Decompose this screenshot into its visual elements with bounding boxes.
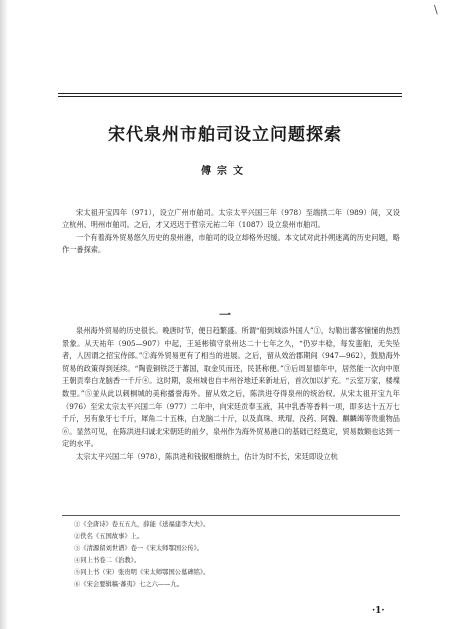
top-rule [58, 93, 402, 94]
page-number: ·1· [372, 606, 385, 616]
section-heading: 一 [218, 308, 231, 322]
article-title: 宋代泉州市舶司设立问题探索 [108, 125, 342, 145]
footnote: ③《清源留刘世谱》卷一《宋太师鄂国公传》。 [74, 545, 204, 553]
body-paragraph: 太宗太平兴国二年（978），陈洪进和钱俶相继纳土，估计为时不长，宋廷即设立杭 [76, 451, 338, 461]
body-paragraph: 泉州海外贸易的历史很长。晚唐时节，便日趋繁盛。所谓“船到城添外国人”①，勾勒出蕃客憧憧的热烈景象。从天祐年（905—907）中起，王延彬镇守泉州达二十七年之久，“仍岁丰稔，每发蛮舶，无失坠者，人因谓之招宝侍郎。”②海外贸易更有了相当的进展。之后，留从效治郡期间（947—962），鼓励海外贸易的政策得到延续。“陶瓷铜铁泛于蕃国，取金贝而还，民甚称便。”③后周显德年中，居然能一次向中原王朝贡奉白龙脑香一千斤④。这时期，泉州城也自丰州谷地迁来新址后，首次加以扩充。“云室万家，楼堞数里。”⑤並从此以刺桐城的美称播誉海外。留从效之后，陈洪进夺得泉州的统治权。从宋太祖开宝九年（976）至宋太宗太平兴国二年（977）二年中，向宋廷贡奉玉液，其中乳香等香料一项，即多达十五万七千斤，另有象牙七千斤，犀角二十五株，白龙脑二十斤，以及真珠、玳瑁、没药、阿魏、麒麟竭等贵重物品⑥。显然可见，在陈洪进归诚北宋朝廷的前夕，泉州作为海外贸易港口的基础已经奠定，贸易数额也达到一定的水平。 [62, 326, 400, 449]
footnote: ⑥《宋会要辑稿·蕃夷》七之六——九。 [74, 581, 184, 589]
footnote: ⑤同上书（宋）张贵明《宋太师鄂国公墓碑铭》。 [74, 569, 210, 577]
top-rule-inner [58, 96, 402, 97]
footnote: ②佚名《五国故事》上。 [74, 533, 144, 541]
footnote-divider [62, 515, 400, 516]
footnotes [74, 519, 394, 592]
footnote: ④同上书卷二《治教》。 [74, 557, 141, 565]
author-name: 傅宗文 [201, 166, 249, 177]
corner-mark: \ [434, 3, 438, 16]
abstract-paragraph: 一个有着海外贸易悠久历史的泉州港，市舶司的设立却格外迟缓。本文试对此扑朔迷离的历史问题，略作一番探索。 [62, 232, 400, 255]
abstract-paragraph: 宋太祖开宝四年（971），设立广州市舶司。太宗太平兴国三年（978）至端拱二年（989）间，又设立杭州、明州市舶司。之后，才又迟迟于哲宗元祐二年（1087）设立泉州市舶司。 [62, 208, 400, 230]
footnote: ①《全唐诗》卷五五九，薛能《送福建李大夫》。 [74, 521, 210, 528]
body-text [62, 325, 400, 464]
abstract [62, 207, 400, 257]
